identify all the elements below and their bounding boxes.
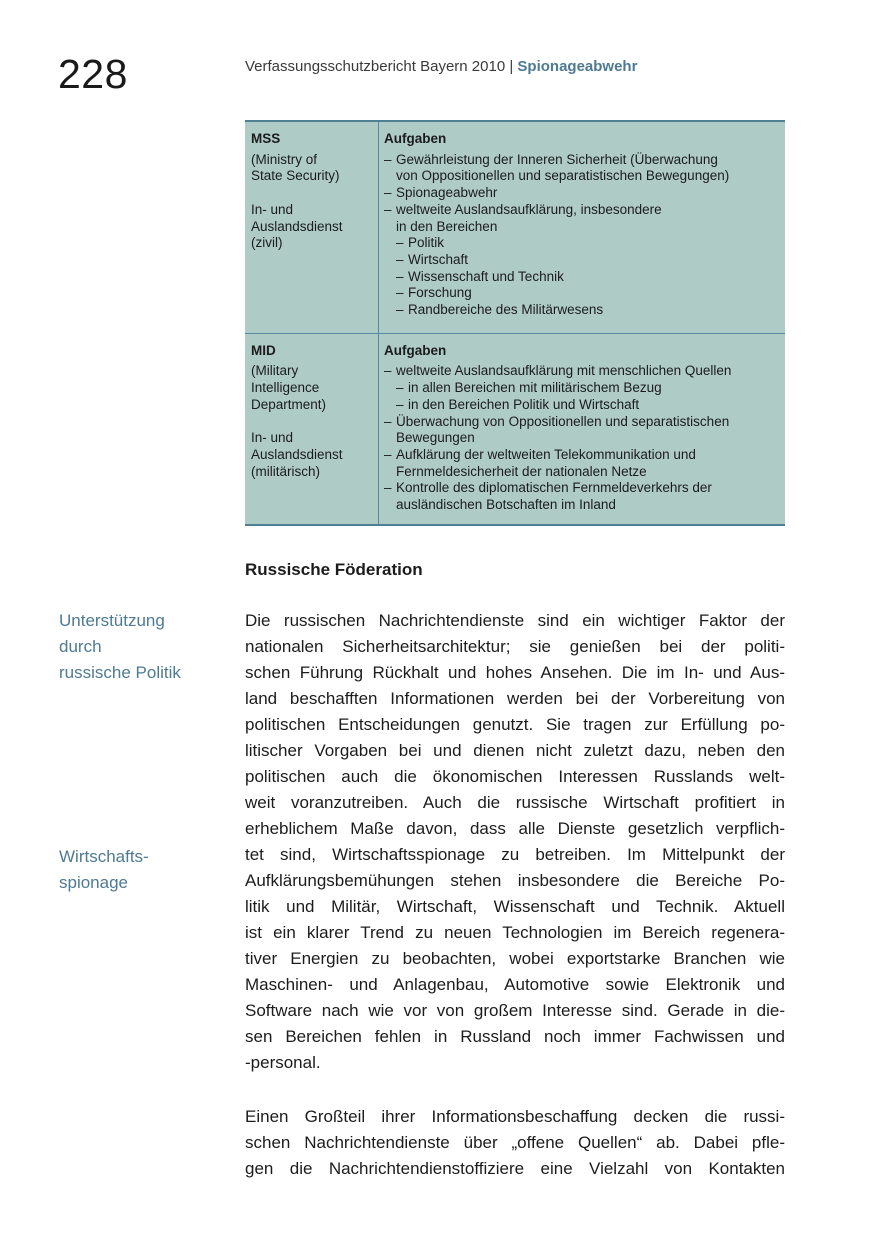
paragraph-line: -personal. (245, 1053, 321, 1072)
task-item (384, 397, 779, 414)
task-text (408, 397, 639, 414)
task-text (396, 447, 696, 480)
task-line: Wissenschaft und Technik (408, 268, 564, 284)
task-text (396, 363, 731, 380)
paragraph-line: tiver Energien zu beobachten, wobei exportstarke Branchen wie (245, 949, 785, 968)
page-number: 228 (58, 51, 128, 97)
running-head (245, 57, 637, 77)
section-subheading: Russische Föderation (245, 560, 423, 579)
task-line: in allen Bereichen mit militärischem Bezug (408, 380, 662, 396)
margin-note-support (59, 608, 229, 686)
task-line: weltweite Auslandsaufklärung mit menschlichen Quellen (396, 363, 732, 379)
paragraph-line: politischen auch die ökonomischen Interessen Russlands welt- (245, 767, 785, 786)
service-code: MID (251, 342, 276, 358)
section-title: Spionageabwehr (517, 58, 638, 75)
task-line: Forschung (408, 285, 472, 301)
list-dash: – (396, 285, 404, 301)
task-text (396, 185, 497, 202)
paragraph-line: erheblichem Maße davon, dass alle Dienste gesetzlich verpflich- (245, 819, 785, 838)
margin-note-line: durch (59, 637, 102, 656)
task-line: ausländischen Botschaften im Inland (396, 497, 616, 513)
table-row (245, 121, 785, 333)
service-cell (245, 333, 379, 525)
task-line: Wirtschaft (408, 251, 469, 267)
task-item (384, 269, 779, 286)
list-dash: – (384, 201, 392, 217)
task-line: von Oppositionellen und separatistischen Bewegungen) (396, 168, 730, 184)
paragraph-line: nationalen Sicherheitsarchitektur; sie genießen bei der politi- (245, 637, 785, 656)
task-item (384, 302, 779, 319)
paragraph-line: Die russischen Nachrichtendienste sind ein wichtiger Faktor der (245, 611, 785, 630)
task-item (384, 185, 779, 202)
service-type-line: (zivil) (251, 235, 283, 251)
task-item (384, 480, 779, 513)
paragraph-line: litik und Militär, Wirtschaft, Wissenschaft und Technik. Aktuell (245, 897, 785, 916)
paragraph-2 (245, 1104, 785, 1182)
task-text (408, 269, 564, 286)
task-line: weltweite Auslandsaufklärung, insbesondere (396, 201, 662, 217)
service-type-line: In- und (251, 201, 294, 217)
task-line: Bewegungen (396, 430, 475, 446)
paragraph-line: ist ein klarer Trend zu neuen Technologien im Bereich regenera- (245, 923, 785, 942)
service-name-line: State Security) (251, 168, 340, 184)
task-item (384, 285, 779, 302)
tasks-cell (379, 121, 786, 333)
task-line: Fernmeldesicherheit der nationalen Netze (396, 463, 647, 479)
task-text (408, 285, 472, 302)
margin-note-line: russische Politik (59, 663, 181, 682)
spacer (251, 414, 378, 431)
task-line: Aufklärung der weltweiten Telekommunikation und (396, 446, 696, 462)
list-dash: – (396, 396, 404, 412)
tasks-title: Aufgaben (384, 131, 447, 146)
service-type-line: Auslandsdienst (251, 218, 343, 234)
task-line: Politik (408, 235, 445, 251)
list-dash: – (396, 251, 404, 267)
paragraph-line: sen Bereichen fehlen in Russland noch immer Fachwissen und (245, 1027, 785, 1046)
paragraph-line: litischer Vorgaben bei und dienen nicht zuletzt dazu, neben den (245, 741, 785, 760)
paragraph-1 (245, 608, 785, 1076)
service-name-line: (Military (251, 363, 299, 379)
paragraph-line: land beschafften Informationen werden bei der Vorbereitung von (245, 689, 785, 708)
paragraph-line: weit voranzutreiben. Auch die russische Wirtschaft profitiert in (245, 793, 785, 812)
task-line: Randbereiche des Militärwesens (408, 302, 604, 318)
list-dash: – (396, 380, 404, 396)
task-text (396, 152, 729, 185)
task-line: in den Bereichen (396, 218, 498, 234)
list-dash: – (384, 363, 392, 379)
margin-note-line: Wirtschafts- (59, 847, 149, 866)
list-dash: – (396, 235, 404, 251)
intelligence-services-table (245, 120, 785, 526)
header-separator: | (509, 58, 514, 75)
service-cell (245, 121, 379, 333)
margin-note-line: Unterstützung (59, 611, 165, 630)
paragraph-line: Software nach wie vor von großem Interesse sind. Gerade in die- (245, 1001, 785, 1020)
task-text (408, 252, 468, 269)
task-line: in den Bereichen Politik und Wirtschaft (408, 396, 640, 412)
task-item (384, 447, 779, 480)
task-text (408, 302, 603, 319)
paragraph-line: tet sind, Wirtschaftsspionage zu betreiben. Im Mittelpunkt der (245, 845, 785, 864)
service-name-line: Intelligence (251, 380, 320, 396)
task-text (396, 202, 662, 235)
tasks-title: Aufgaben (384, 342, 447, 358)
service-name-line: Department) (251, 396, 327, 412)
task-line: Kontrolle des diplomatischen Fernmeldeverkehrs der (396, 480, 712, 496)
task-item (384, 380, 779, 397)
tasks-cell (379, 333, 786, 525)
paragraph-line: gen die Nachrichtendienstoffiziere eine Vielzahl von Kontakten (245, 1159, 785, 1178)
list-dash: – (384, 185, 392, 201)
spacer (251, 185, 378, 202)
task-text (408, 235, 444, 252)
service-type-line: In- und (251, 430, 294, 446)
service-type-line: (militärisch) (251, 463, 320, 479)
task-item (384, 202, 779, 235)
service-name-line: (Ministry of (251, 151, 318, 167)
list-dash: – (384, 151, 392, 167)
margin-note-line: spionage (59, 873, 129, 892)
list-dash: – (384, 446, 392, 462)
task-item (384, 414, 779, 447)
list-dash: – (396, 302, 404, 318)
paragraph-line: Maschinen- und Anlagenbau, Automotive sowie Elektronik und (245, 975, 785, 994)
service-type-line: Auslandsdienst (251, 446, 343, 462)
task-item (384, 152, 779, 185)
task-line: Überwachung von Oppositionellen und separatistischen (396, 413, 730, 429)
task-text (396, 480, 712, 513)
task-item (384, 363, 779, 380)
list-dash: – (384, 480, 392, 496)
publication-title: Verfassungsschutzbericht Bayern 2010 (245, 58, 506, 75)
list-dash: – (384, 413, 392, 429)
list-dash: – (396, 268, 404, 284)
task-text (396, 414, 729, 447)
paragraph-line: Einen Großteil ihrer Informationsbeschaffung decken die russi- (245, 1107, 785, 1126)
task-item (384, 252, 779, 269)
paragraph-line: politischen Entscheidungen genutzt. Sie tragen zur Erfüllung po- (245, 715, 785, 734)
margin-note-espionage (59, 844, 229, 896)
paragraph-line: schen Führung Rückhalt und hohes Ansehen. Die im In- und Aus- (245, 663, 785, 682)
paragraph-line: schen Nachrichtendienste über „offene Quellen“ ab. Dabei pfle- (245, 1133, 785, 1152)
task-text (408, 380, 662, 397)
task-line: Gewährleistung der Inneren Sicherheit (Überwachung (396, 151, 718, 167)
task-item (384, 235, 779, 252)
table-row (245, 333, 785, 525)
paragraph-line: Aufklärungsbemühungen stehen insbesondere die Bereiche Po- (245, 871, 785, 890)
task-line: Spionageabwehr (396, 185, 498, 201)
service-code: MSS (251, 131, 281, 146)
